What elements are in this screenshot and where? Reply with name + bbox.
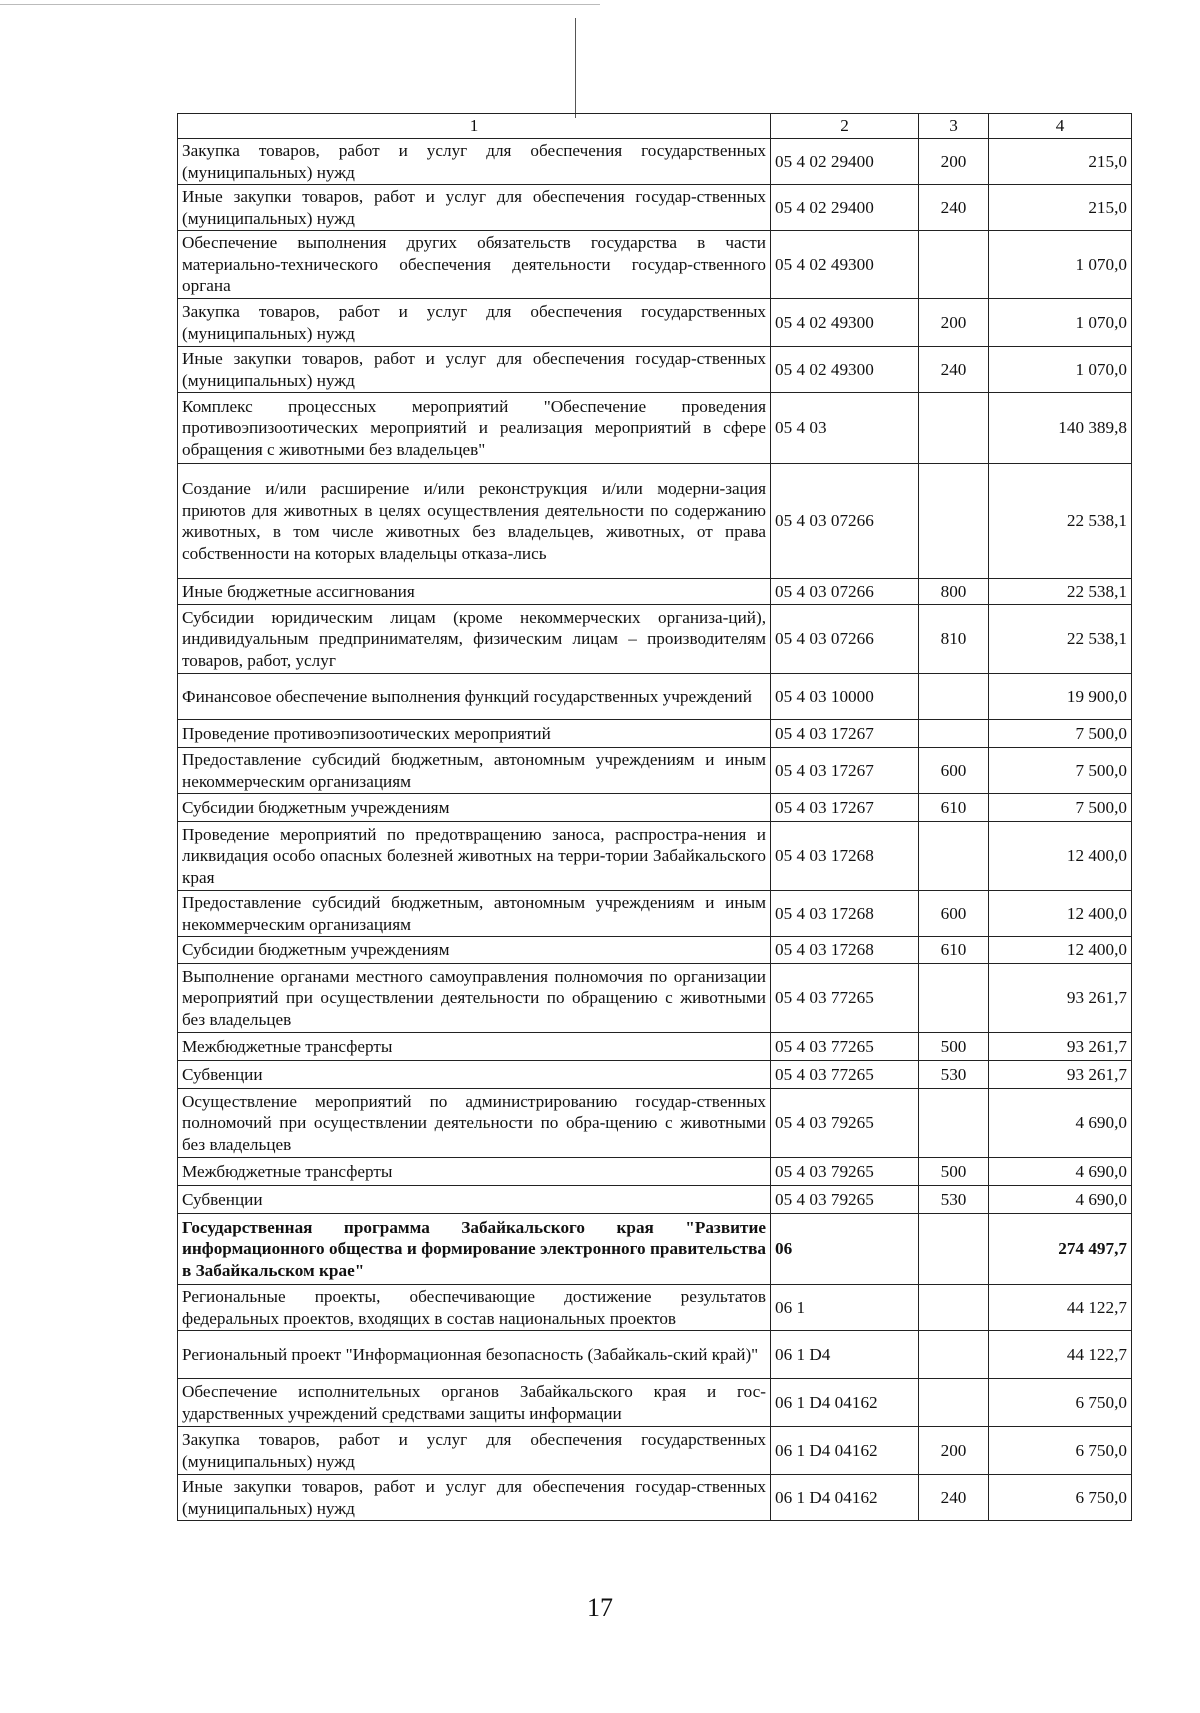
row-name: Иные закупки товаров, работ и услуг для обеспечения государ-ственных (муниципальных) нужд — [178, 1475, 771, 1521]
budget-table — [177, 113, 1132, 1521]
row-amount: 93 261,7 — [989, 1033, 1132, 1061]
table-row — [178, 1214, 1132, 1285]
row-name: Субвенции — [178, 1061, 771, 1089]
row-code: 05 4 03 17268 — [771, 891, 919, 937]
row-code: 05 4 03 17268 — [771, 822, 919, 891]
row-name: Предоставление субсидий бюджетным, автономным учреждениям и иным некоммерческим организациям — [178, 891, 771, 937]
row-code: 05 4 02 49300 — [771, 231, 919, 299]
table-row — [178, 1061, 1132, 1089]
table-row — [178, 794, 1132, 822]
row-amount: 22 538,1 — [989, 464, 1132, 579]
row-type: 200 — [919, 299, 989, 347]
row-amount: 12 400,0 — [989, 937, 1132, 964]
row-name: Закупка товаров, работ и услуг для обеспечения государственных (муниципальных) нужд — [178, 139, 771, 185]
row-amount: 44 122,7 — [989, 1285, 1132, 1331]
row-name: Предоставление субсидий бюджетным, автономным учреждениям и иным некоммерческим организациям — [178, 748, 771, 794]
row-type — [919, 964, 989, 1033]
row-name: Закупка товаров, работ и услуг для обеспечения государственных (муниципальных) нужд — [178, 299, 771, 347]
row-name: Иные закупки товаров, работ и услуг для обеспечения государ-ственных (муниципальных) нужд — [178, 347, 771, 393]
table-row — [178, 347, 1132, 393]
table-row — [178, 1089, 1132, 1158]
table-row — [178, 464, 1132, 579]
row-type — [919, 1379, 989, 1427]
row-code: 05 4 03 17267 — [771, 794, 919, 822]
row-name: Региональные проекты, обеспечивающие достижение результатов федеральных проектов, входящих в состав национальных проектов — [178, 1285, 771, 1331]
scan-artifact-line — [575, 18, 576, 118]
row-name: Государственная программа Забайкальского края "Развитие информационного общества и формирование электронного правительства в Забайкальском крае" — [178, 1214, 771, 1285]
row-type — [919, 1285, 989, 1331]
row-code: 05 4 03 77265 — [771, 964, 919, 1033]
row-type: 530 — [919, 1186, 989, 1214]
row-code: 06 1 D4 04162 — [771, 1379, 919, 1427]
row-type — [919, 1089, 989, 1158]
table-row — [178, 1158, 1132, 1186]
row-code: 06 1 D4 — [771, 1331, 919, 1379]
row-amount: 274 497,7 — [989, 1214, 1132, 1285]
table-row — [178, 1475, 1132, 1521]
row-code: 06 1 D4 04162 — [771, 1427, 919, 1475]
table-row — [178, 579, 1132, 605]
scan-artifact-rule — [0, 4, 600, 5]
row-code: 06 — [771, 1214, 919, 1285]
table-row — [178, 231, 1132, 299]
row-code: 05 4 03 10000 — [771, 674, 919, 720]
table-row — [178, 720, 1132, 748]
table-row — [178, 1427, 1132, 1475]
header-col-2: 2 — [771, 114, 919, 139]
row-type: 200 — [919, 1427, 989, 1475]
row-code: 06 1 — [771, 1285, 919, 1331]
row-code: 05 4 02 29400 — [771, 139, 919, 185]
row-name: Обеспечение выполнения других обязательств государства в части материально-технического обеспечения деятельности государ-ственного органа — [178, 231, 771, 299]
row-amount: 1 070,0 — [989, 299, 1132, 347]
row-code: 05 4 02 49300 — [771, 299, 919, 347]
row-type — [919, 464, 989, 579]
row-name: Межбюджетные трансферты — [178, 1158, 771, 1186]
row-name: Финансовое обеспечение выполнения функций государственных учреждений — [178, 674, 771, 720]
row-type: 610 — [919, 794, 989, 822]
row-name: Обеспечение исполнительных органов Забайкальского края и гос-ударственных учреждений средствами защиты информации — [178, 1379, 771, 1427]
row-code: 05 4 02 49300 — [771, 347, 919, 393]
table-row — [178, 1379, 1132, 1427]
row-name: Субсидии бюджетным учреждениям — [178, 937, 771, 964]
row-name: Создание и/или расширение и/или реконструкция и/или модерни-зация приютов для животных в целях осуществления деятельности по содержанию животных, в том числе животных без владельцев, животных, от права собственности на которых владельцы отказа-лись — [178, 464, 771, 579]
table-row — [178, 937, 1132, 964]
row-code: 05 4 02 29400 — [771, 185, 919, 231]
row-amount: 4 690,0 — [989, 1158, 1132, 1186]
row-amount: 215,0 — [989, 139, 1132, 185]
row-name: Осуществление мероприятий по администрированию государ-ственных полномочий при осуществлении деятельности по обра-щению с животными без владельцев — [178, 1089, 771, 1158]
row-name: Комплекс процессных мероприятий "Обеспечение проведения противоэпизоотических мероприятий и реализация мероприятий в сфере обращения с животными без владельцев" — [178, 393, 771, 464]
row-type: 240 — [919, 1475, 989, 1521]
row-code: 05 4 03 79265 — [771, 1186, 919, 1214]
row-amount: 19 900,0 — [989, 674, 1132, 720]
table-row — [178, 891, 1132, 937]
page-number: 17 — [587, 1593, 613, 1622]
row-name: Иные бюджетные ассигнования — [178, 579, 771, 605]
row-name: Проведение мероприятий по предотвращению заноса, распростра-нения и ликвидация особо опасных болезней животных на терри-тории Забайкальского края — [178, 822, 771, 891]
row-code: 05 4 03 07266 — [771, 464, 919, 579]
table-row — [178, 1033, 1132, 1061]
table-header-row — [178, 114, 1132, 139]
table-row — [178, 185, 1132, 231]
row-amount: 22 538,1 — [989, 605, 1132, 674]
row-name: Субсидии бюджетным учреждениям — [178, 794, 771, 822]
row-type — [919, 1214, 989, 1285]
row-type — [919, 1331, 989, 1379]
row-name: Проведение противоэпизоотических мероприятий — [178, 720, 771, 748]
row-amount: 215,0 — [989, 185, 1132, 231]
row-type: 610 — [919, 937, 989, 964]
row-type: 500 — [919, 1158, 989, 1186]
row-amount: 7 500,0 — [989, 794, 1132, 822]
row-type: 600 — [919, 748, 989, 794]
row-code: 05 4 03 17268 — [771, 937, 919, 964]
row-amount: 22 538,1 — [989, 579, 1132, 605]
header-col-3: 3 — [919, 114, 989, 139]
row-code: 05 4 03 17267 — [771, 720, 919, 748]
budget-table-body — [178, 114, 1132, 1521]
table-row — [178, 964, 1132, 1033]
row-amount: 1 070,0 — [989, 347, 1132, 393]
row-code: 05 4 03 77265 — [771, 1033, 919, 1061]
row-type: 600 — [919, 891, 989, 937]
row-type: 200 — [919, 139, 989, 185]
table-row — [178, 139, 1132, 185]
row-type: 530 — [919, 1061, 989, 1089]
row-type — [919, 674, 989, 720]
row-name: Субсидии юридическим лицам (кроме некоммерческих организа-ций), индивидуальным предпринимателям, физическим лицам – производителям товаров, работ, услуг — [178, 605, 771, 674]
row-code: 05 4 03 07266 — [771, 605, 919, 674]
row-type: 810 — [919, 605, 989, 674]
row-amount: 12 400,0 — [989, 822, 1132, 891]
row-code: 05 4 03 07266 — [771, 579, 919, 605]
table-row — [178, 299, 1132, 347]
row-amount: 7 500,0 — [989, 720, 1132, 748]
row-name: Субвенции — [178, 1186, 771, 1214]
row-amount: 7 500,0 — [989, 748, 1132, 794]
row-amount: 1 070,0 — [989, 231, 1132, 299]
table-row — [178, 674, 1132, 720]
row-amount: 140 389,8 — [989, 393, 1132, 464]
table-row — [178, 1186, 1132, 1214]
table-row — [178, 1285, 1132, 1331]
row-code: 05 4 03 79265 — [771, 1089, 919, 1158]
row-code: 06 1 D4 04162 — [771, 1475, 919, 1521]
row-type — [919, 393, 989, 464]
row-type: 800 — [919, 579, 989, 605]
row-type: 500 — [919, 1033, 989, 1061]
header-col-4: 4 — [989, 114, 1132, 139]
row-code: 05 4 03 77265 — [771, 1061, 919, 1089]
row-amount: 93 261,7 — [989, 1061, 1132, 1089]
row-amount: 4 690,0 — [989, 1186, 1132, 1214]
table-row — [178, 1331, 1132, 1379]
row-amount: 6 750,0 — [989, 1379, 1132, 1427]
table-row — [178, 748, 1132, 794]
row-name: Межбюджетные трансферты — [178, 1033, 771, 1061]
row-code: 05 4 03 17267 — [771, 748, 919, 794]
row-amount: 44 122,7 — [989, 1331, 1132, 1379]
header-col-1: 1 — [178, 114, 771, 139]
row-type: 240 — [919, 185, 989, 231]
row-amount: 93 261,7 — [989, 964, 1132, 1033]
row-amount: 6 750,0 — [989, 1427, 1132, 1475]
table-row — [178, 605, 1132, 674]
row-amount: 12 400,0 — [989, 891, 1132, 937]
row-type — [919, 720, 989, 748]
row-name: Закупка товаров, работ и услуг для обеспечения государственных (муниципальных) нужд — [178, 1427, 771, 1475]
table-row — [178, 822, 1132, 891]
row-type: 240 — [919, 347, 989, 393]
row-code: 05 4 03 79265 — [771, 1158, 919, 1186]
table-row — [178, 393, 1132, 464]
row-name: Региональный проект "Информационная безопасность (Забайкаль-ский край)" — [178, 1331, 771, 1379]
row-amount: 4 690,0 — [989, 1089, 1132, 1158]
row-name: Иные закупки товаров, работ и услуг для обеспечения государ-ственных (муниципальных) нужд — [178, 185, 771, 231]
row-code: 05 4 03 — [771, 393, 919, 464]
row-type — [919, 231, 989, 299]
row-amount: 6 750,0 — [989, 1475, 1132, 1521]
row-type — [919, 822, 989, 891]
row-name: Выполнение органами местного самоуправления полномочия по организации мероприятий при осуществлении деятельности по обращению с животными без владельцев — [178, 964, 771, 1033]
